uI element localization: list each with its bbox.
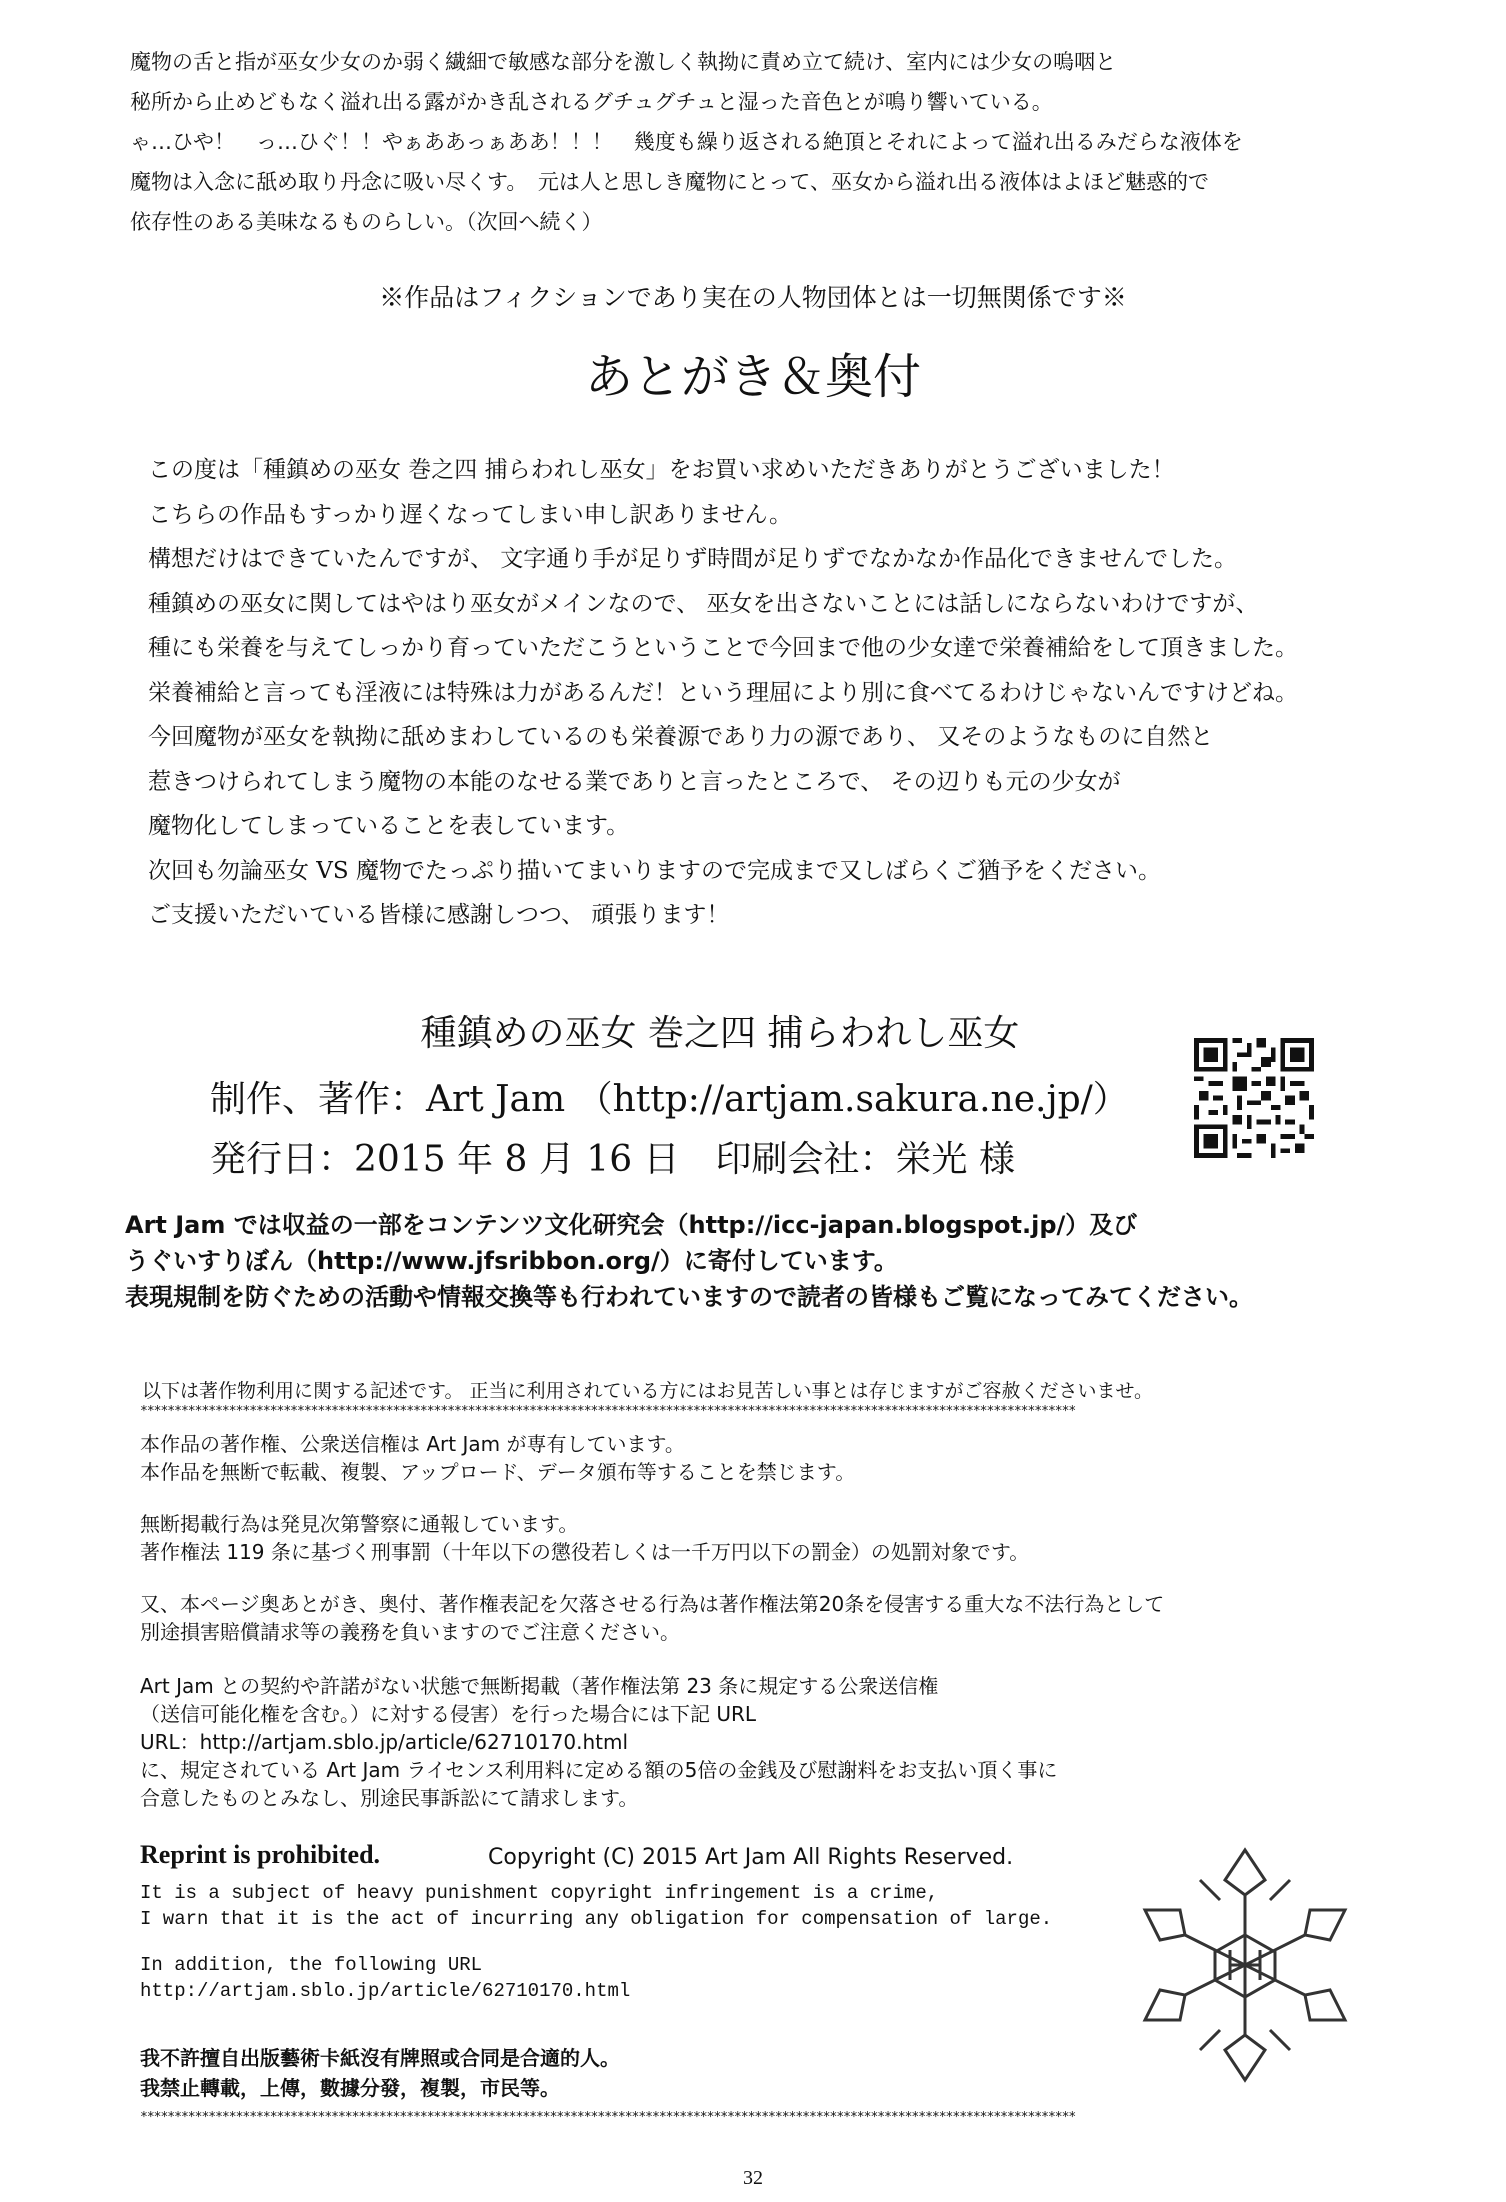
afterword-line: 今回魔物が巫女を執拗に舐めまわしているのも栄養源であり力の源であり、 又そのようなものに自然と (148, 724, 1214, 750)
qr-code-icon (1194, 1038, 1314, 1158)
page-number: 32 (743, 2167, 763, 2189)
afterword-line: 次回も勿論巫女 VS 魔物でたっぷり描いてまいりますので完成まで又しばらくご猶予をください。 (148, 857, 1161, 884)
english-line: It is a subject of heavy punishment copyright infringement is a crime, (140, 1882, 939, 1904)
article-url: http://artjam.sblo.jp/article/62710170.html (140, 1980, 631, 2002)
legal-line: Art Jam との契約や許諾がない状態で無断掲載（著作権法第 23 条に規定する公衆送信権 (140, 1674, 939, 1698)
legal-line: 別途損害賠償請求等の義務を負いますのでご注意ください。 (140, 1620, 680, 1644)
colophon-credits (210, 1070, 1129, 1190)
english-warning (140, 1880, 1052, 2004)
afterword-line: 構想だけはできていたんですが、 文字通り手が足りず時間が足りずでなかなか作品化できませんでした。 (148, 546, 1238, 572)
afterword-line: この度は「種鎮めの巫女 巻之四 捕らわれし巫女」をお買い求めいただきありがとうございました！ (148, 457, 1175, 483)
story-line: 魔物の舌と指が巫女少女のか弱く繊細で敏感な部分を激しく執拗に責め立て続け、室内には少女の嗚咽と (130, 50, 1117, 74)
star-divider-bottom: ***************************************************************************************************************************************** (140, 2110, 1076, 2125)
legal-line: 合意したものとみなし、別途民事訴訟にて請求します。 (140, 1786, 639, 1810)
chinese-line: 我禁止轉載，上傳，數據分發，複製，市民等。 (140, 2076, 560, 2100)
legal-block-police (140, 1510, 1029, 1566)
afterword-line: 惹きつけられてしまう魔物の本能のなせる業でありと言ったところで、 その辺りも元の少女が (148, 768, 1121, 795)
donation-line: Art Jam では収益の一部をコンテンツ文化研究会（http://icc-japan.blogspot.jp/）及び (125, 1211, 1138, 1239)
legal-block-article20 (140, 1590, 1164, 1646)
copyright-line: Copyright (C) 2015 Art Jam All Rights Reserved. (488, 1845, 1014, 1870)
story-text (130, 42, 1243, 242)
url-intro: In addition, the following URL (140, 1954, 483, 1976)
english-line: I warn that it is the act of incurring any obligation for compensation of large. (140, 1908, 1053, 1930)
afterword-line: こちらの作品もすっかり遅くなってしまい申し訳ありません。 (148, 501, 792, 528)
afterword-title: あとがき＆奥付 (584, 349, 921, 405)
legal-block-license (140, 1672, 1057, 1812)
donation-line: うぐいすりぼん（http://www.jfsribbon.org/）に寄付しています。 (125, 1247, 898, 1275)
afterword-line: ご支援いただいている皆様に感謝しつつ、 頑張ります！ (148, 902, 730, 928)
legal-line: （送信可能化権を含む。）に対する侵害）を行った場合には下記 URL (140, 1702, 757, 1726)
story-line: 秘所から止めどもなく溢れ出る露がかき乱されるグチュグチュと湿った音色とが鳴り響いている。 (130, 90, 1053, 114)
story-line: ゃ…ひや！ っ…ひぐ！！やぁああっぁああ！！！ 幾度も繰り返される絶頂とそれによって溢れ出るみだらな液体を (130, 130, 1243, 154)
donation-notice (125, 1207, 1253, 1315)
legal-line: URL：http://artjam.sblo.jp/article/62710170.html (140, 1730, 629, 1754)
legal-line: 無断掲載行為は発見次第警察に通報しています。 (140, 1512, 579, 1536)
afterword-line: 種にも栄養を与えてしっかり育っていただこうということで今回まで他の少女達で栄養補給をして頂きました。 (148, 635, 1298, 661)
story-line: 魔物は入念に舐め取り丹念に吸い尽くす。 元は人と思しき魔物にとって、巫女から溢れ出る液体はよほど魅惑的で (130, 170, 1209, 194)
reprint-heading: Reprint is prohibited. (140, 1840, 381, 1869)
producer-line: 制作、著作：Art Jam （http://artjam.sakura.ne.jp/） (210, 1079, 1129, 1120)
fiction-disclaimer: ※作品はフィクションであり実在の人物団体とは一切無関係です※ (379, 283, 1127, 312)
story-line: 依存性のある美味なるものらしい。（次回へ続く） (130, 210, 603, 234)
legal-line: 本作品の著作権、公衆送信権は Art Jam が専有しています。 (140, 1432, 685, 1456)
donation-line: 表現規制を防ぐための活動や情報交換等も行われていますので読者の皆様もご覧になってみてください。 (125, 1283, 1253, 1311)
legal-line: 本作品を無断で転載、複製、アップロード、データ頒布等することを禁じます。 (140, 1460, 856, 1484)
legal-line: に、規定されている Art Jam ライセンス利用料に定める額の5倍の金銭及び慰謝料をお支払い頂く事に (140, 1758, 1058, 1782)
chinese-line: 我不許擅自出版藝術卡紙沒有牌照或合同是合適的人。 (140, 2046, 620, 2070)
afterword-line: 栄養補給と言っても淫液には特殊は力があるんだ！という理屈により別に食べてるわけじゃないんですけどね。 (148, 679, 1298, 706)
snowflake-logo-icon (1130, 1840, 1360, 2090)
afterword-body (148, 448, 1298, 938)
legal-line: 著作権法 119 条に基づく刑事罰（十年以下の懲役若しくは一千万円以下の罰金）の処罰対象です。 (140, 1540, 1030, 1564)
book-title: 種鎮めの巫女 巻之四 捕らわれし巫女 (420, 1013, 1020, 1054)
release-line: 発行日：2015 年 8 月 16 日 印刷会社：栄光 様 (210, 1139, 1015, 1180)
afterword-line: 種鎮めの巫女に関してはやはり巫女がメインなので、 巫女を出さないことには話しにならないわけですが、 (148, 590, 1259, 617)
legal-block-rights (140, 1430, 855, 1486)
afterword-line: 魔物化してしまっていることを表しています。 (148, 813, 630, 839)
chinese-notice (140, 2043, 620, 2103)
legal-line: 又、本ページ奥あとがき、奥付、著作権表記を欠落させる行為は著作権法第20条を侵害する重大な不法行為として (140, 1592, 1165, 1616)
usage-notice: 以下は著作物利用に関する記述です。 正当に利用されている方にはお見苦しい事とは存じますがご容赦くださいませ。 (142, 1380, 1153, 1402)
star-divider: ***************************************************************************************************************************************** (140, 1404, 1076, 1419)
